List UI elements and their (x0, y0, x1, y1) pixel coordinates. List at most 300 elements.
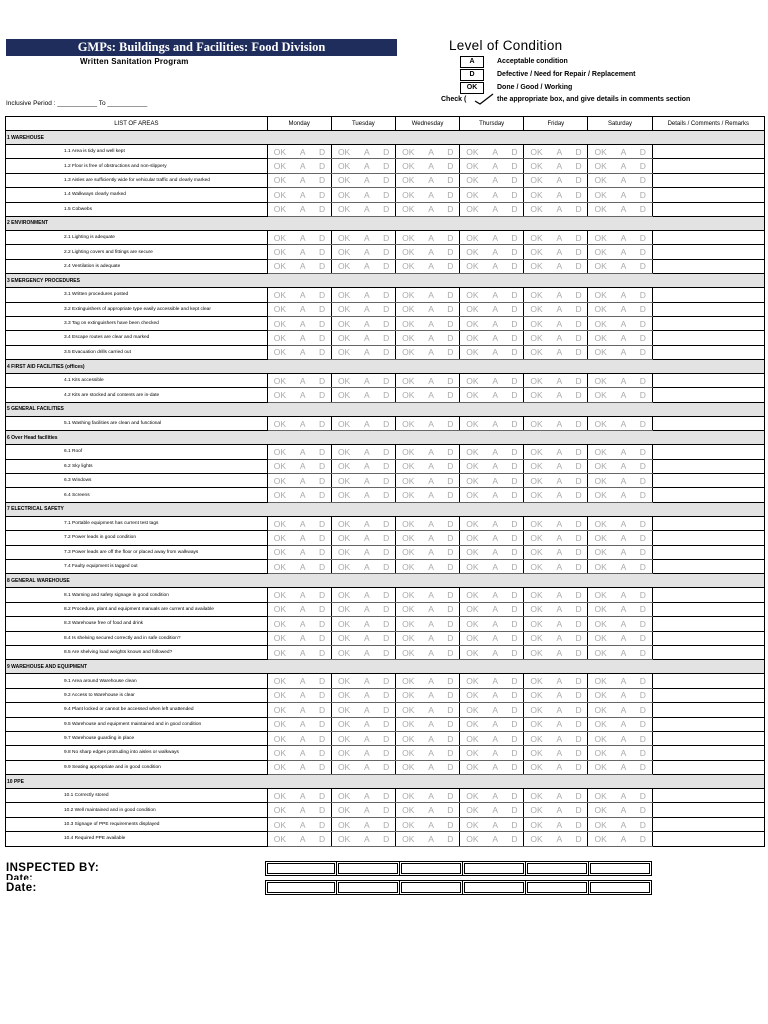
check-cell-saturday-d[interactable]: D (634, 445, 652, 459)
check-cell-saturday-ok[interactable]: OK (588, 617, 613, 631)
check-cell-monday-d[interactable]: D (313, 817, 331, 831)
check-cell-tuesday-ok[interactable]: OK (331, 259, 356, 273)
check-cell-friday-d[interactable]: D (570, 374, 588, 388)
check-cell-wednesday-d[interactable]: D (442, 631, 460, 645)
check-cell-thursday-d[interactable]: D (506, 230, 524, 244)
remarks-cell[interactable] (652, 531, 764, 545)
check-cell-wednesday-d[interactable]: D (442, 803, 460, 817)
check-cell-saturday-a[interactable]: A (613, 602, 634, 616)
check-cell-tuesday-ok[interactable]: OK (331, 746, 356, 760)
check-cell-thursday-ok[interactable]: OK (460, 559, 485, 573)
check-cell-thursday-a[interactable]: A (485, 760, 506, 774)
check-cell-friday-d[interactable]: D (570, 302, 588, 316)
check-cell-thursday-d[interactable]: D (506, 388, 524, 402)
check-cell-saturday-d[interactable]: D (634, 202, 652, 216)
check-cell-wednesday-ok[interactable]: OK (395, 631, 420, 645)
check-cell-wednesday-d[interactable]: D (442, 559, 460, 573)
check-cell-wednesday-a[interactable]: A (421, 645, 442, 659)
check-cell-saturday-d[interactable]: D (634, 159, 652, 173)
check-cell-tuesday-a[interactable]: A (356, 588, 377, 602)
check-cell-monday-d[interactable]: D (313, 202, 331, 216)
check-cell-wednesday-ok[interactable]: OK (395, 259, 420, 273)
check-cell-monday-a[interactable]: A (292, 760, 313, 774)
check-cell-monday-ok[interactable]: OK (267, 516, 292, 530)
check-cell-wednesday-d[interactable]: D (442, 331, 460, 345)
check-cell-monday-ok[interactable]: OK (267, 559, 292, 573)
check-cell-friday-d[interactable]: D (570, 173, 588, 187)
check-cell-friday-a[interactable]: A (549, 760, 570, 774)
check-cell-saturday-a[interactable]: A (613, 789, 634, 803)
check-cell-monday-ok[interactable]: OK (267, 416, 292, 430)
check-cell-wednesday-a[interactable]: A (421, 817, 442, 831)
check-cell-friday-d[interactable]: D (570, 345, 588, 359)
check-cell-thursday-a[interactable]: A (485, 746, 506, 760)
check-cell-monday-ok[interactable]: OK (267, 302, 292, 316)
check-cell-friday-ok[interactable]: OK (524, 717, 549, 731)
check-cell-wednesday-a[interactable]: A (421, 631, 442, 645)
check-cell-friday-d[interactable]: D (570, 717, 588, 731)
check-cell-tuesday-ok[interactable]: OK (331, 202, 356, 216)
check-cell-friday-a[interactable]: A (549, 331, 570, 345)
check-cell-wednesday-d[interactable]: D (442, 302, 460, 316)
check-cell-saturday-a[interactable]: A (613, 488, 634, 502)
check-cell-tuesday-a[interactable]: A (356, 760, 377, 774)
check-cell-tuesday-ok[interactable]: OK (331, 445, 356, 459)
check-cell-friday-ok[interactable]: OK (524, 416, 549, 430)
check-cell-wednesday-ok[interactable]: OK (395, 803, 420, 817)
check-cell-saturday-ok[interactable]: OK (588, 388, 613, 402)
check-cell-tuesday-d[interactable]: D (377, 789, 395, 803)
check-cell-monday-ok[interactable]: OK (267, 145, 292, 159)
check-cell-wednesday-a[interactable]: A (421, 531, 442, 545)
check-cell-monday-d[interactable]: D (313, 159, 331, 173)
check-cell-wednesday-ok[interactable]: OK (395, 173, 420, 187)
check-cell-monday-a[interactable]: A (292, 789, 313, 803)
check-cell-friday-d[interactable]: D (570, 731, 588, 745)
check-cell-tuesday-a[interactable]: A (356, 302, 377, 316)
check-cell-friday-d[interactable]: D (570, 288, 588, 302)
remarks-cell[interactable] (652, 803, 764, 817)
check-cell-saturday-d[interactable]: D (634, 746, 652, 760)
remarks-cell[interactable] (652, 703, 764, 717)
check-cell-wednesday-d[interactable]: D (442, 645, 460, 659)
check-cell-monday-a[interactable]: A (292, 703, 313, 717)
signature-cell-monday[interactable] (266, 881, 337, 895)
check-cell-saturday-ok[interactable]: OK (588, 688, 613, 702)
check-cell-thursday-d[interactable]: D (506, 188, 524, 202)
check-cell-saturday-ok[interactable]: OK (588, 516, 613, 530)
check-cell-thursday-ok[interactable]: OK (460, 459, 485, 473)
check-cell-monday-ok[interactable]: OK (267, 374, 292, 388)
check-cell-monday-a[interactable]: A (292, 617, 313, 631)
remarks-cell[interactable] (652, 230, 764, 244)
check-cell-friday-d[interactable]: D (570, 159, 588, 173)
check-cell-wednesday-d[interactable]: D (442, 703, 460, 717)
check-cell-monday-ok[interactable]: OK (267, 245, 292, 259)
check-cell-thursday-ok[interactable]: OK (460, 617, 485, 631)
check-cell-friday-ok[interactable]: OK (524, 588, 549, 602)
check-cell-friday-d[interactable]: D (570, 545, 588, 559)
check-cell-friday-a[interactable]: A (549, 288, 570, 302)
remarks-cell[interactable] (652, 345, 764, 359)
check-cell-saturday-ok[interactable]: OK (588, 288, 613, 302)
check-cell-saturday-a[interactable]: A (613, 545, 634, 559)
check-cell-saturday-a[interactable]: A (613, 445, 634, 459)
remarks-cell[interactable] (652, 173, 764, 187)
check-cell-saturday-d[interactable]: D (634, 803, 652, 817)
check-cell-tuesday-ok[interactable]: OK (331, 703, 356, 717)
check-cell-tuesday-d[interactable]: D (377, 559, 395, 573)
check-cell-saturday-a[interactable]: A (613, 145, 634, 159)
check-cell-saturday-ok[interactable]: OK (588, 703, 613, 717)
check-cell-friday-ok[interactable]: OK (524, 488, 549, 502)
remarks-cell[interactable] (652, 602, 764, 616)
check-cell-wednesday-d[interactable]: D (442, 374, 460, 388)
check-cell-tuesday-d[interactable]: D (377, 645, 395, 659)
check-cell-thursday-ok[interactable]: OK (460, 288, 485, 302)
check-cell-saturday-ok[interactable]: OK (588, 202, 613, 216)
remarks-cell[interactable] (652, 416, 764, 430)
check-cell-wednesday-ok[interactable]: OK (395, 488, 420, 502)
check-cell-tuesday-ok[interactable]: OK (331, 588, 356, 602)
check-cell-saturday-ok[interactable]: OK (588, 331, 613, 345)
check-cell-monday-ok[interactable]: OK (267, 731, 292, 745)
signature-cell-friday[interactable] (526, 881, 589, 895)
check-cell-tuesday-a[interactable]: A (356, 817, 377, 831)
check-cell-wednesday-d[interactable]: D (442, 488, 460, 502)
check-cell-saturday-a[interactable]: A (613, 588, 634, 602)
check-cell-monday-a[interactable]: A (292, 188, 313, 202)
check-cell-saturday-ok[interactable]: OK (588, 674, 613, 688)
check-cell-wednesday-a[interactable]: A (421, 445, 442, 459)
check-cell-thursday-a[interactable]: A (485, 388, 506, 402)
check-cell-tuesday-a[interactable]: A (356, 803, 377, 817)
check-cell-wednesday-a[interactable]: A (421, 331, 442, 345)
check-cell-wednesday-a[interactable]: A (421, 188, 442, 202)
check-cell-friday-ok[interactable]: OK (524, 474, 549, 488)
check-cell-tuesday-ok[interactable]: OK (331, 302, 356, 316)
check-cell-thursday-d[interactable]: D (506, 832, 524, 846)
check-cell-wednesday-a[interactable]: A (421, 703, 442, 717)
check-cell-tuesday-ok[interactable]: OK (331, 674, 356, 688)
check-cell-tuesday-a[interactable]: A (356, 474, 377, 488)
check-cell-saturday-d[interactable]: D (634, 388, 652, 402)
check-cell-wednesday-a[interactable]: A (421, 516, 442, 530)
check-cell-monday-a[interactable]: A (292, 645, 313, 659)
check-cell-wednesday-ok[interactable]: OK (395, 302, 420, 316)
check-cell-friday-d[interactable]: D (570, 703, 588, 717)
check-cell-tuesday-a[interactable]: A (356, 331, 377, 345)
check-cell-wednesday-a[interactable]: A (421, 760, 442, 774)
check-cell-friday-d[interactable]: D (570, 474, 588, 488)
remarks-cell[interactable] (652, 474, 764, 488)
check-cell-monday-ok[interactable]: OK (267, 703, 292, 717)
check-cell-friday-ok[interactable]: OK (524, 173, 549, 187)
check-cell-wednesday-a[interactable]: A (421, 345, 442, 359)
check-cell-monday-ok[interactable]: OK (267, 202, 292, 216)
check-cell-friday-d[interactable]: D (570, 602, 588, 616)
check-cell-wednesday-ok[interactable]: OK (395, 474, 420, 488)
check-cell-monday-a[interactable]: A (292, 145, 313, 159)
check-cell-monday-a[interactable]: A (292, 388, 313, 402)
check-cell-thursday-d[interactable]: D (506, 459, 524, 473)
remarks-cell[interactable] (652, 445, 764, 459)
check-cell-wednesday-d[interactable]: D (442, 760, 460, 774)
check-cell-tuesday-ok[interactable]: OK (331, 559, 356, 573)
check-cell-thursday-d[interactable]: D (506, 631, 524, 645)
check-cell-tuesday-d[interactable]: D (377, 459, 395, 473)
check-cell-tuesday-d[interactable]: D (377, 717, 395, 731)
check-cell-tuesday-a[interactable]: A (356, 789, 377, 803)
check-cell-monday-a[interactable]: A (292, 230, 313, 244)
check-cell-wednesday-d[interactable]: D (442, 145, 460, 159)
check-cell-monday-ok[interactable]: OK (267, 645, 292, 659)
check-cell-tuesday-d[interactable]: D (377, 173, 395, 187)
check-cell-thursday-d[interactable]: D (506, 374, 524, 388)
check-cell-wednesday-a[interactable]: A (421, 202, 442, 216)
check-cell-tuesday-d[interactable]: D (377, 803, 395, 817)
check-cell-friday-d[interactable]: D (570, 531, 588, 545)
check-cell-wednesday-d[interactable]: D (442, 159, 460, 173)
check-cell-monday-d[interactable]: D (313, 416, 331, 430)
check-cell-wednesday-ok[interactable]: OK (395, 746, 420, 760)
remarks-cell[interactable] (652, 259, 764, 273)
check-cell-tuesday-d[interactable]: D (377, 631, 395, 645)
check-cell-saturday-ok[interactable]: OK (588, 374, 613, 388)
check-cell-thursday-a[interactable]: A (485, 631, 506, 645)
check-cell-friday-a[interactable]: A (549, 516, 570, 530)
check-cell-saturday-ok[interactable]: OK (588, 173, 613, 187)
check-cell-thursday-a[interactable]: A (485, 516, 506, 530)
check-cell-friday-a[interactable]: A (549, 159, 570, 173)
check-cell-thursday-d[interactable]: D (506, 302, 524, 316)
check-cell-wednesday-ok[interactable]: OK (395, 245, 420, 259)
check-cell-wednesday-a[interactable]: A (421, 746, 442, 760)
check-cell-thursday-d[interactable]: D (506, 760, 524, 774)
check-cell-monday-d[interactable]: D (313, 259, 331, 273)
check-cell-friday-a[interactable]: A (549, 259, 570, 273)
check-cell-friday-ok[interactable]: OK (524, 516, 549, 530)
check-cell-monday-a[interactable]: A (292, 531, 313, 545)
check-cell-wednesday-ok[interactable]: OK (395, 817, 420, 831)
check-cell-tuesday-a[interactable]: A (356, 731, 377, 745)
check-cell-wednesday-ok[interactable]: OK (395, 159, 420, 173)
check-cell-thursday-d[interactable]: D (506, 602, 524, 616)
check-cell-tuesday-d[interactable]: D (377, 259, 395, 273)
check-cell-thursday-ok[interactable]: OK (460, 345, 485, 359)
check-cell-monday-d[interactable]: D (313, 731, 331, 745)
check-cell-saturday-ok[interactable]: OK (588, 588, 613, 602)
check-cell-thursday-ok[interactable]: OK (460, 516, 485, 530)
check-cell-wednesday-d[interactable]: D (442, 602, 460, 616)
check-cell-monday-a[interactable]: A (292, 345, 313, 359)
check-cell-wednesday-d[interactable]: D (442, 746, 460, 760)
check-cell-saturday-ok[interactable]: OK (588, 230, 613, 244)
check-cell-tuesday-a[interactable]: A (356, 631, 377, 645)
check-cell-saturday-d[interactable]: D (634, 631, 652, 645)
check-cell-saturday-d[interactable]: D (634, 645, 652, 659)
check-cell-saturday-ok[interactable]: OK (588, 416, 613, 430)
check-cell-saturday-a[interactable]: A (613, 374, 634, 388)
check-cell-wednesday-a[interactable]: A (421, 789, 442, 803)
check-cell-thursday-ok[interactable]: OK (460, 645, 485, 659)
check-cell-wednesday-d[interactable]: D (442, 445, 460, 459)
check-cell-thursday-d[interactable]: D (506, 803, 524, 817)
check-cell-monday-a[interactable]: A (292, 459, 313, 473)
check-cell-friday-d[interactable]: D (570, 645, 588, 659)
check-cell-saturday-a[interactable]: A (613, 817, 634, 831)
check-cell-friday-a[interactable]: A (549, 388, 570, 402)
check-cell-saturday-ok[interactable]: OK (588, 316, 613, 330)
check-cell-monday-a[interactable]: A (292, 173, 313, 187)
check-cell-saturday-a[interactable]: A (613, 832, 634, 846)
check-cell-thursday-a[interactable]: A (485, 416, 506, 430)
check-cell-monday-a[interactable]: A (292, 245, 313, 259)
check-cell-monday-ok[interactable]: OK (267, 688, 292, 702)
check-cell-monday-ok[interactable]: OK (267, 760, 292, 774)
check-cell-wednesday-ok[interactable]: OK (395, 588, 420, 602)
check-cell-tuesday-a[interactable]: A (356, 202, 377, 216)
check-cell-saturday-a[interactable]: A (613, 288, 634, 302)
check-cell-tuesday-ok[interactable]: OK (331, 245, 356, 259)
check-cell-saturday-ok[interactable]: OK (588, 545, 613, 559)
check-cell-saturday-a[interactable]: A (613, 803, 634, 817)
check-cell-tuesday-a[interactable]: A (356, 416, 377, 430)
check-cell-monday-d[interactable]: D (313, 559, 331, 573)
check-cell-wednesday-d[interactable]: D (442, 173, 460, 187)
check-cell-thursday-d[interactable]: D (506, 531, 524, 545)
remarks-cell[interactable] (652, 516, 764, 530)
check-cell-wednesday-ok[interactable]: OK (395, 374, 420, 388)
check-cell-monday-d[interactable]: D (313, 516, 331, 530)
check-cell-wednesday-d[interactable]: D (442, 731, 460, 745)
check-cell-friday-ok[interactable]: OK (524, 202, 549, 216)
check-cell-thursday-d[interactable]: D (506, 559, 524, 573)
check-cell-monday-d[interactable]: D (313, 717, 331, 731)
check-cell-tuesday-a[interactable]: A (356, 645, 377, 659)
check-cell-friday-a[interactable]: A (549, 832, 570, 846)
check-cell-saturday-d[interactable]: D (634, 259, 652, 273)
check-cell-tuesday-a[interactable]: A (356, 173, 377, 187)
check-cell-thursday-d[interactable]: D (506, 817, 524, 831)
check-cell-wednesday-ok[interactable]: OK (395, 789, 420, 803)
check-cell-friday-ok[interactable]: OK (524, 230, 549, 244)
remarks-cell[interactable] (652, 559, 764, 573)
check-cell-saturday-d[interactable]: D (634, 488, 652, 502)
check-cell-wednesday-a[interactable]: A (421, 374, 442, 388)
check-cell-monday-d[interactable]: D (313, 760, 331, 774)
check-cell-wednesday-a[interactable]: A (421, 474, 442, 488)
check-cell-wednesday-ok[interactable]: OK (395, 445, 420, 459)
check-cell-thursday-d[interactable]: D (506, 445, 524, 459)
check-cell-thursday-a[interactable]: A (485, 445, 506, 459)
check-cell-saturday-a[interactable]: A (613, 259, 634, 273)
check-cell-tuesday-d[interactable]: D (377, 731, 395, 745)
check-cell-thursday-d[interactable]: D (506, 789, 524, 803)
check-cell-saturday-ok[interactable]: OK (588, 645, 613, 659)
check-cell-tuesday-d[interactable]: D (377, 445, 395, 459)
check-cell-friday-d[interactable]: D (570, 445, 588, 459)
check-cell-friday-a[interactable]: A (549, 731, 570, 745)
check-cell-thursday-d[interactable]: D (506, 703, 524, 717)
check-cell-thursday-a[interactable]: A (485, 803, 506, 817)
check-cell-friday-d[interactable]: D (570, 817, 588, 831)
check-cell-wednesday-a[interactable]: A (421, 731, 442, 745)
check-cell-saturday-ok[interactable]: OK (588, 459, 613, 473)
check-cell-thursday-ok[interactable]: OK (460, 832, 485, 846)
check-cell-monday-d[interactable]: D (313, 331, 331, 345)
check-cell-monday-ok[interactable]: OK (267, 388, 292, 402)
check-cell-wednesday-d[interactable]: D (442, 617, 460, 631)
check-cell-friday-a[interactable]: A (549, 703, 570, 717)
check-cell-saturday-ok[interactable]: OK (588, 188, 613, 202)
check-cell-monday-a[interactable]: A (292, 545, 313, 559)
check-cell-monday-d[interactable]: D (313, 746, 331, 760)
check-cell-saturday-a[interactable]: A (613, 703, 634, 717)
check-cell-monday-d[interactable]: D (313, 488, 331, 502)
check-cell-wednesday-ok[interactable]: OK (395, 202, 420, 216)
check-cell-friday-ok[interactable]: OK (524, 459, 549, 473)
check-cell-saturday-d[interactable]: D (634, 789, 652, 803)
check-cell-thursday-ok[interactable]: OK (460, 331, 485, 345)
check-cell-monday-ok[interactable]: OK (267, 545, 292, 559)
check-cell-thursday-ok[interactable]: OK (460, 602, 485, 616)
check-cell-monday-d[interactable]: D (313, 288, 331, 302)
check-cell-monday-a[interactable]: A (292, 731, 313, 745)
check-cell-saturday-a[interactable]: A (613, 416, 634, 430)
remarks-cell[interactable] (652, 631, 764, 645)
check-cell-tuesday-d[interactable]: D (377, 617, 395, 631)
check-cell-monday-a[interactable]: A (292, 588, 313, 602)
check-cell-friday-d[interactable]: D (570, 617, 588, 631)
check-cell-friday-a[interactable]: A (549, 717, 570, 731)
remarks-cell[interactable] (652, 245, 764, 259)
check-cell-wednesday-ok[interactable]: OK (395, 188, 420, 202)
check-cell-thursday-a[interactable]: A (485, 588, 506, 602)
check-cell-friday-a[interactable]: A (549, 688, 570, 702)
check-cell-thursday-ok[interactable]: OK (460, 188, 485, 202)
check-cell-friday-d[interactable]: D (570, 230, 588, 244)
check-cell-monday-d[interactable]: D (313, 674, 331, 688)
check-cell-wednesday-a[interactable]: A (421, 717, 442, 731)
check-cell-tuesday-a[interactable]: A (356, 345, 377, 359)
check-cell-friday-a[interactable]: A (549, 202, 570, 216)
check-cell-monday-a[interactable]: A (292, 374, 313, 388)
check-cell-tuesday-a[interactable]: A (356, 316, 377, 330)
check-cell-thursday-d[interactable]: D (506, 288, 524, 302)
check-cell-saturday-d[interactable]: D (634, 416, 652, 430)
check-cell-saturday-a[interactable]: A (613, 230, 634, 244)
check-cell-monday-a[interactable]: A (292, 202, 313, 216)
check-cell-saturday-a[interactable]: A (613, 202, 634, 216)
check-cell-saturday-ok[interactable]: OK (588, 760, 613, 774)
check-cell-saturday-a[interactable]: A (613, 746, 634, 760)
check-cell-wednesday-a[interactable]: A (421, 316, 442, 330)
check-cell-friday-ok[interactable]: OK (524, 559, 549, 573)
check-cell-friday-d[interactable]: D (570, 803, 588, 817)
check-cell-thursday-ok[interactable]: OK (460, 259, 485, 273)
check-cell-friday-d[interactable]: D (570, 588, 588, 602)
check-cell-tuesday-ok[interactable]: OK (331, 731, 356, 745)
check-cell-monday-ok[interactable]: OK (267, 345, 292, 359)
check-cell-friday-d[interactable]: D (570, 760, 588, 774)
check-cell-thursday-d[interactable]: D (506, 488, 524, 502)
signature-cell-tuesday[interactable] (337, 862, 400, 876)
check-cell-wednesday-d[interactable]: D (442, 459, 460, 473)
check-cell-thursday-a[interactable]: A (485, 817, 506, 831)
check-cell-tuesday-ok[interactable]: OK (331, 230, 356, 244)
check-cell-tuesday-d[interactable]: D (377, 245, 395, 259)
